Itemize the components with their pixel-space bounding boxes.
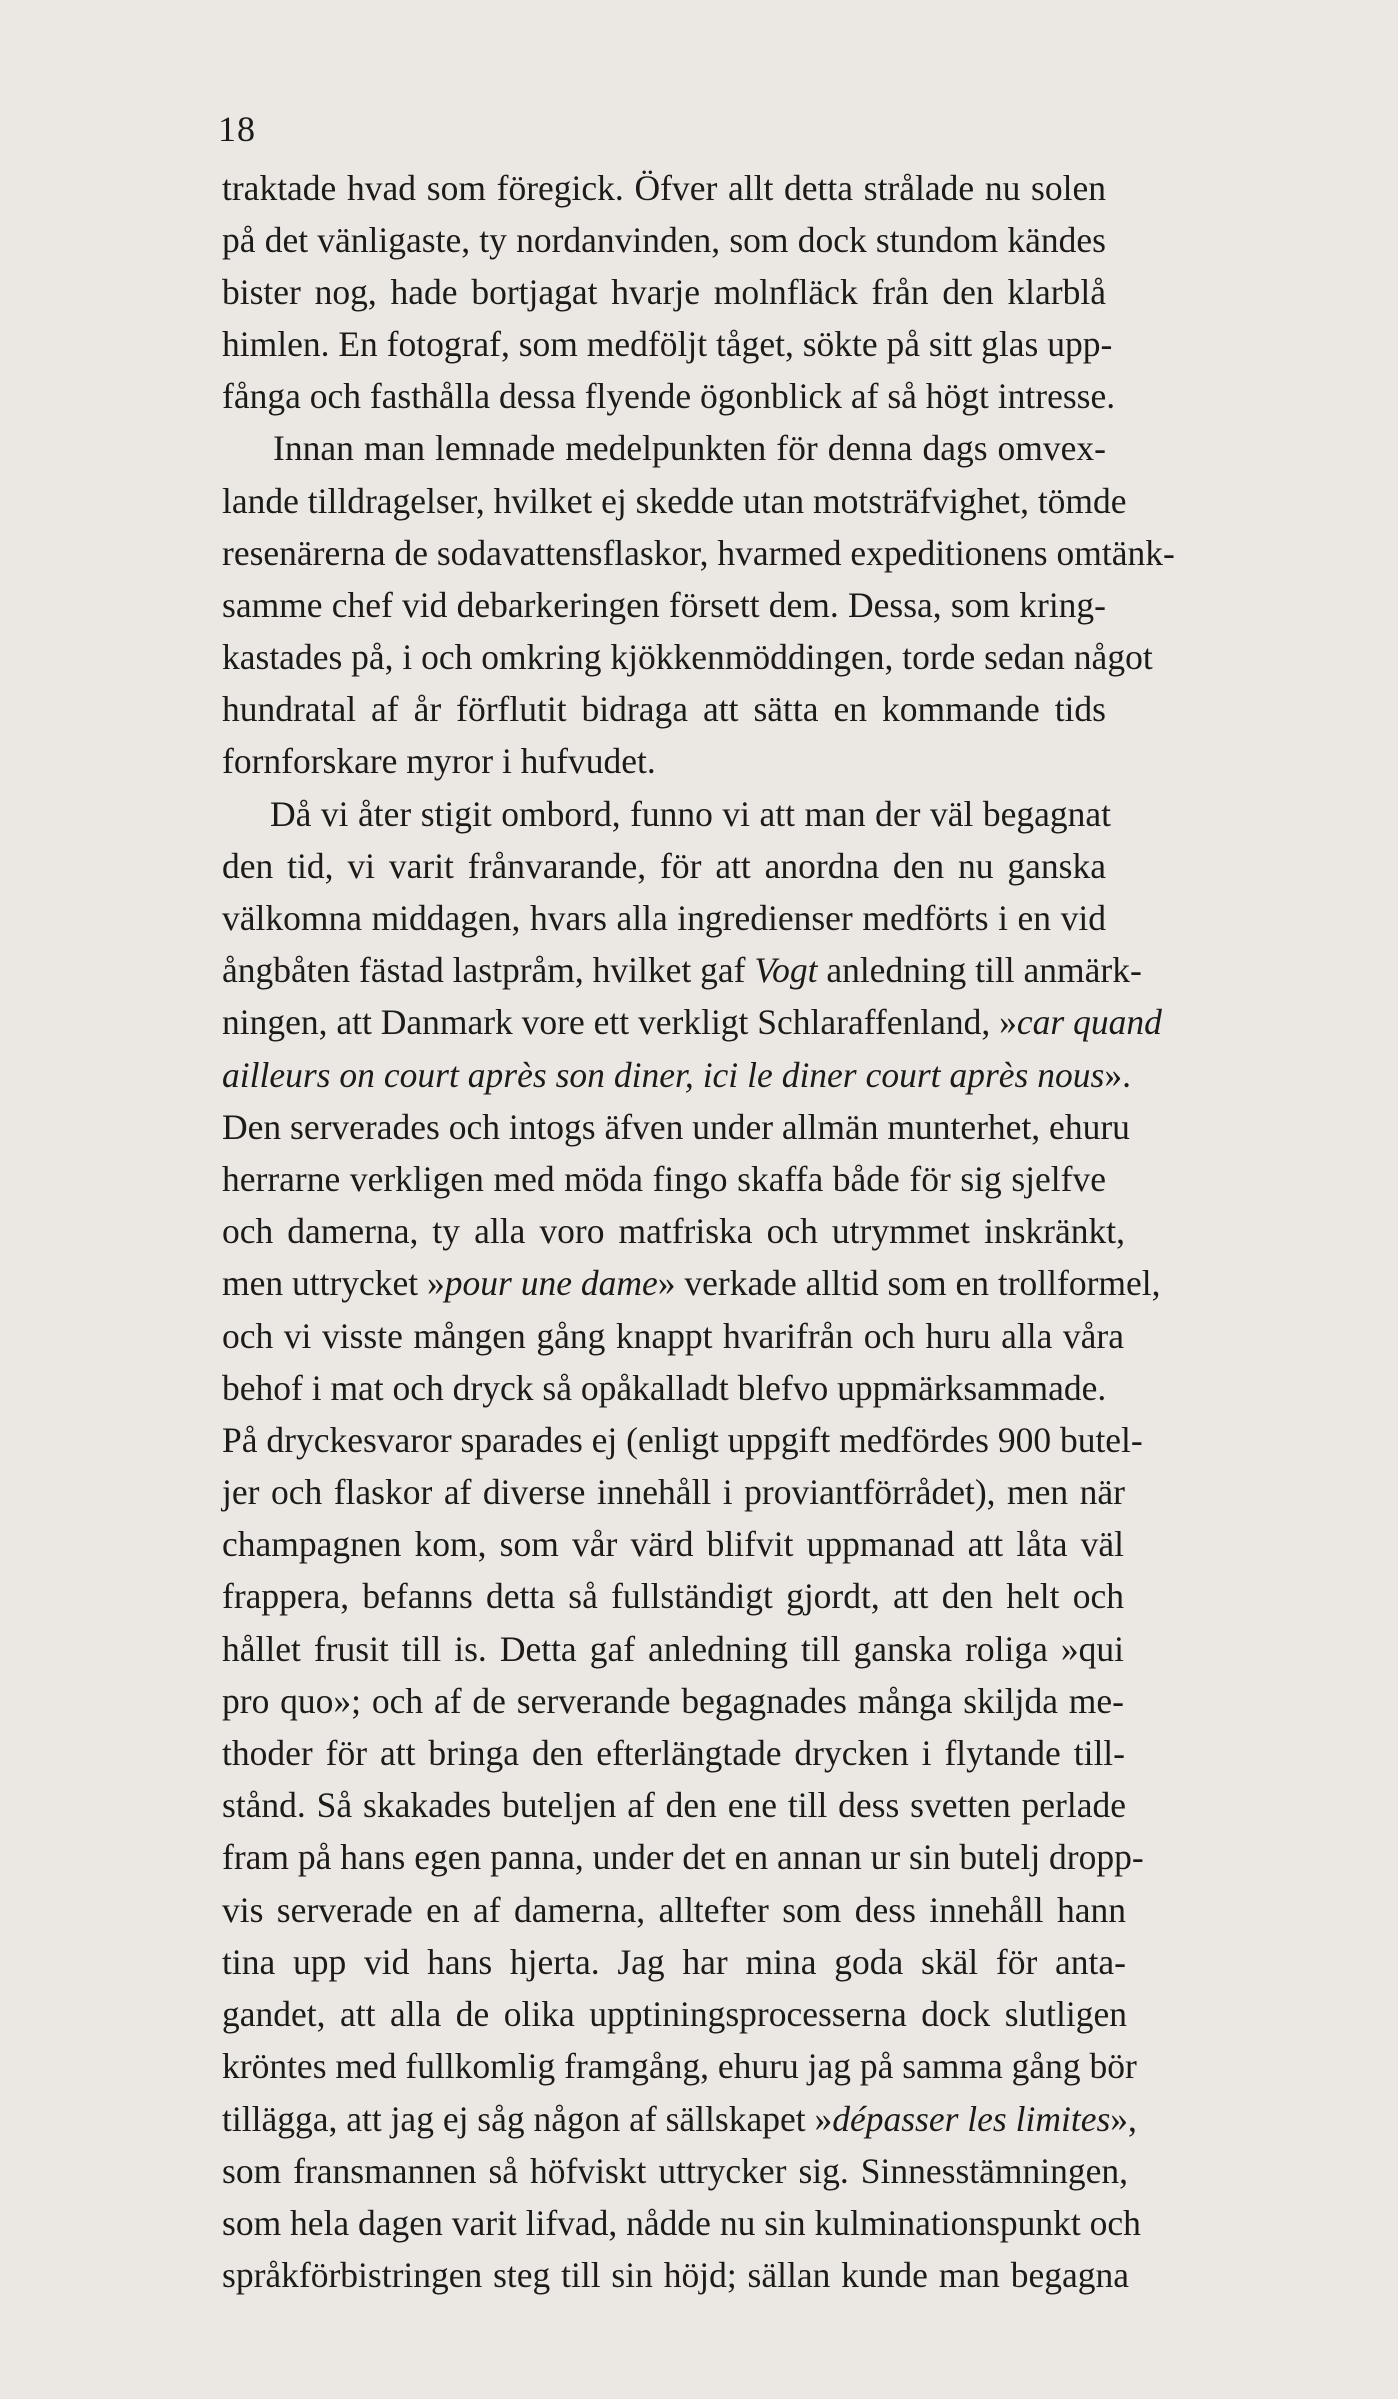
text-line [222, 580, 1106, 630]
text-line [222, 1363, 1106, 1413]
text-run: gandet, att alla de olika upptiningsprocesserna dock slutligen [222, 1994, 1127, 2034]
text-line [222, 1571, 1124, 1621]
text-line [222, 163, 1106, 213]
text-run: tina upp vid hans hjerta. Jag har mina goda skäl för anta- [222, 1942, 1126, 1982]
text-run: champagnen kom, som vår värd blifvit uppmanad att låta väl [222, 1524, 1124, 1564]
text-line [222, 1311, 1124, 1361]
text-line [222, 736, 656, 786]
text-line [222, 2146, 1128, 2196]
text-run: fram på hans egen panna, under det en annan ur sin butelj dropp- [222, 1837, 1144, 1877]
text-run: på det vänligaste, ty nordanvinden, som dock stundom kändes [222, 220, 1106, 260]
text-run: himlen. En fotograf, som medföljt tåget, sökte på sitt glas upp- [222, 324, 1113, 364]
text-run: vis serverade en af damerna, alltefter som dess innehåll hann [222, 1890, 1126, 1930]
text-run: Innan man lemnade medelpunkten för denna dags omvex- [273, 428, 1106, 468]
text-line [222, 1885, 1126, 1935]
text-line [270, 789, 1111, 839]
text-run: kastades på, i och omkring kjökkenmöddingen, torde sedan något [222, 637, 1153, 677]
text-line [222, 1832, 1144, 1882]
text-line [222, 2250, 1129, 2300]
text-run: thoder för att bringa den efterlängtade drycken i flytande till- [222, 1733, 1125, 1773]
text-line [222, 1989, 1127, 2039]
text-run: och damerna, ty alla voro matfriska och utrymmet inskränkt, [222, 1211, 1125, 1251]
text-line [222, 1467, 1125, 1517]
text-run: behof i mat och dryck så opåkalladt blefvo uppmärksammade. [222, 1368, 1107, 1408]
text-run: ångbåten fästad lastpråm, hvilket gaf [222, 950, 755, 990]
page-number: 18 [218, 109, 256, 149]
text-run: välkomna middagen, hvars alla ingredienser medförts i en vid [222, 898, 1106, 938]
text-line [222, 1415, 1143, 1465]
text-line [222, 1780, 1126, 1830]
text-line [222, 371, 1115, 421]
text-run: den tid, vi varit frånvarande, för att anordna den nu ganska [222, 846, 1106, 886]
text-line [222, 1519, 1124, 1569]
text-run: » verkade alltid som en trollformel, [657, 1263, 1161, 1303]
text-run: pro quo»; och af de serverande begagnades många skiljda me- [222, 1681, 1124, 1721]
text-run: traktade hvad som föregick. Öfver allt detta strålade nu solen [222, 168, 1106, 208]
text-run: jer och flaskor af diverse innehåll i proviantförrådet), men när [222, 1472, 1125, 1512]
text-run: Då vi åter stigit ombord, funno vi att man der väl begagnat [270, 794, 1111, 834]
italic-text: Vogt [754, 950, 818, 990]
text-line [222, 528, 1175, 578]
text-run: lande tilldragelser, hvilket ej skedde utan motsträfvighet, tömde [222, 481, 1127, 521]
text-run: ». [1104, 1055, 1131, 1095]
text-line [222, 945, 1142, 995]
text-run: », [1110, 2099, 1137, 2139]
text-line [273, 423, 1106, 473]
text-run: fånga och fasthålla dessa flyende ögonblick af så högt intresse. [222, 376, 1116, 416]
italic-text: car quand [1016, 1002, 1162, 1042]
text-line [222, 1937, 1126, 1987]
text-line [222, 215, 1106, 265]
text-run: Den serverades och intogs äfven under allmän munterhet, ehuru [222, 1107, 1130, 1147]
text-run: herrarne verkligen med möda fingo skaffa både för sig sjelfve [222, 1159, 1106, 1199]
text-run: tillägga, att jag ej såg någon af sällskapet » [222, 2099, 833, 2139]
text-run: och vi visste mången gång knappt hvarifrån och huru alla våra [222, 1316, 1124, 1356]
text-line [222, 1206, 1125, 1256]
text-line [222, 2198, 1141, 2248]
text-run: anledning till anmärk- [817, 950, 1142, 990]
text-run: ningen, att Danmark vore ett verkligt Schlaraffenland, » [222, 1002, 1017, 1042]
text-line [222, 632, 1153, 682]
text-run: språkförbistringen steg till sin höjd; sällan kunde man begagna [222, 2255, 1129, 2295]
text-run: På dryckesvaror sparades ej (enligt uppgift medfördes 900 butel- [222, 1420, 1143, 1460]
text-line [222, 893, 1106, 943]
text-run: samme chef vid debarkeringen försett dem. Dessa, som kring- [222, 585, 1106, 625]
text-line [222, 1728, 1125, 1778]
text-line [222, 267, 1106, 317]
text-line [222, 476, 1127, 526]
text-line [222, 1258, 1161, 1308]
italic-text: ailleurs on court après son diner, ici le diner court après nous [222, 1055, 1105, 1095]
text-run: stånd. Så skakades buteljen af den ene till dess svetten perlade [222, 1785, 1126, 1825]
text-line [222, 997, 1162, 1047]
text-run: hundratal af år förflutit bidraga att sätta en kommande tids [222, 689, 1106, 729]
text-line [222, 2041, 1137, 2091]
text-line [222, 1102, 1130, 1152]
text-line [222, 1676, 1124, 1726]
italic-text: dépasser les limites [832, 2099, 1111, 2139]
text-line [222, 841, 1106, 891]
text-line [222, 319, 1113, 369]
text-run: resenärerna de sodavattensflaskor, hvarmed expeditionens omtänk- [222, 533, 1175, 573]
text-run: men uttrycket » [222, 1263, 445, 1303]
text-run: som hela dagen varit lifvad, nådde nu sin kulminationspunkt och [222, 2203, 1141, 2243]
text-line [222, 684, 1106, 734]
italic-text: pour une dame [444, 1263, 658, 1303]
text-run: bister nog, hade bortjagat hvarje molnfläck från den klarblå [222, 272, 1106, 312]
text-line [222, 1154, 1106, 1204]
text-run: frappera, befanns detta så fullständigt gjordt, att den helt och [222, 1576, 1124, 1616]
text-line [222, 2094, 1137, 2144]
text-line [222, 1050, 1131, 1100]
text-line [222, 1624, 1124, 1674]
text-run: hållet frusit till is. Detta gaf anledning till ganska roliga »qui [222, 1629, 1124, 1669]
text-run: kröntes med fullkomlig framgång, ehuru jag på samma gång bör [222, 2046, 1137, 2086]
text-run: som fransmannen så höfviskt uttrycker sig. Sinnesstämningen, [222, 2151, 1128, 2191]
text-run: fornforskare myror i hufvudet. [222, 741, 656, 781]
